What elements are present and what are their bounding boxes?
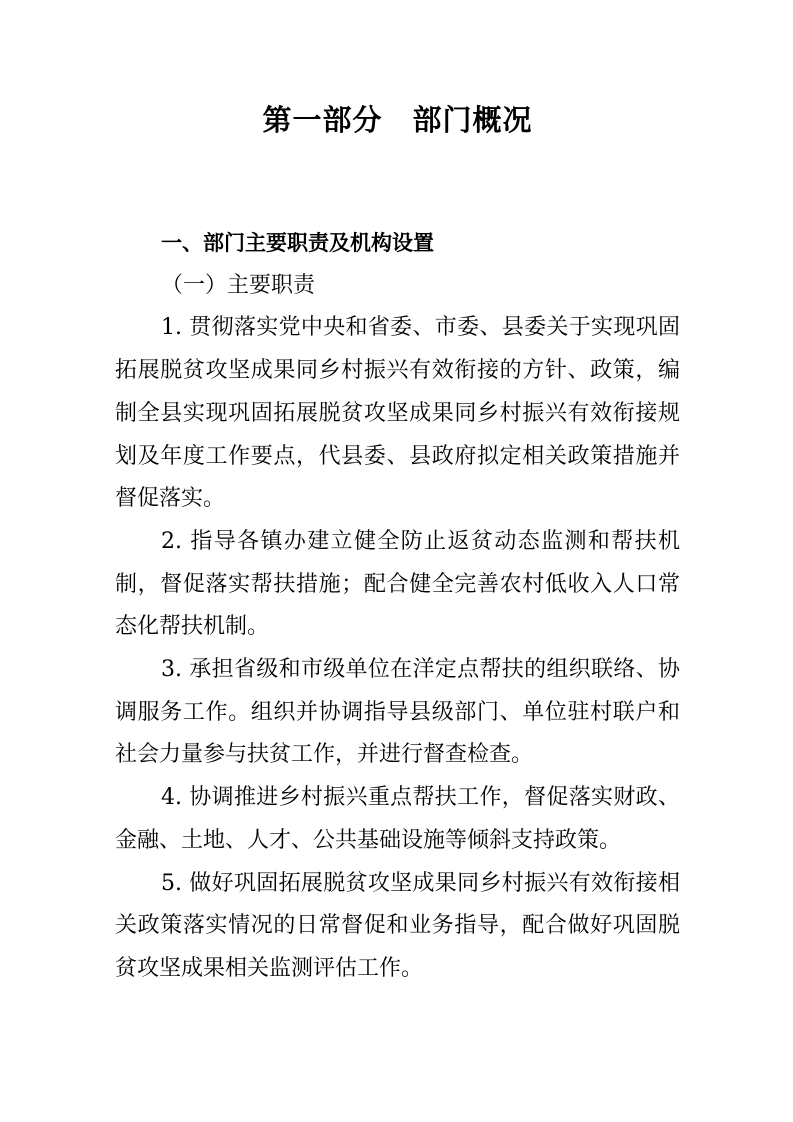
paragraph: 5. 做好巩固拓展脱贫攻坚成果同乡村振兴有效衔接相关政策落实情况的日常督促和业务指导，配合做好巩固脱贫攻坚成果相关监测评估工作。 (115, 870, 680, 981)
paragraph: 4. 协调推进乡村振兴重点帮扶工作，督促落实财政、金融、土地、人才、公共基础设施等倾斜支持政策。 (115, 785, 680, 853)
paragraph: 3. 承担省级和市级单位在洋定点帮扶的组织联络、协调服务工作。组织并协调指导县级部门、单位驻村联户和社会力量参与扶贫工作，并进行督查检查。 (115, 657, 680, 768)
subsection-heading: （一）主要职责 (161, 272, 316, 298)
section-heading: 一、部门主要职责及机构设置 (161, 231, 434, 255)
document-title: 第一部分 部门概况 (262, 103, 533, 137)
paragraph: 1. 贯彻落实党中央和省委、市委、县委关于实现巩固拓展脱贫攻坚成果同乡村振兴有效衔接的方针、政策，编制全县实现巩固拓展脱贫攻坚成果同乡村振兴有效衔接规划及年度工作要点，代县委、县政府拟定相关政策措施并督促落实。 (115, 315, 680, 512)
paragraph: 2. 指导各镇办建立健全防止返贫动态监测和帮扶机制，督促落实帮扶措施；配合健全完善农村低收入人口常态化帮扶机制。 (115, 528, 680, 640)
document-body (115, 265, 680, 991)
